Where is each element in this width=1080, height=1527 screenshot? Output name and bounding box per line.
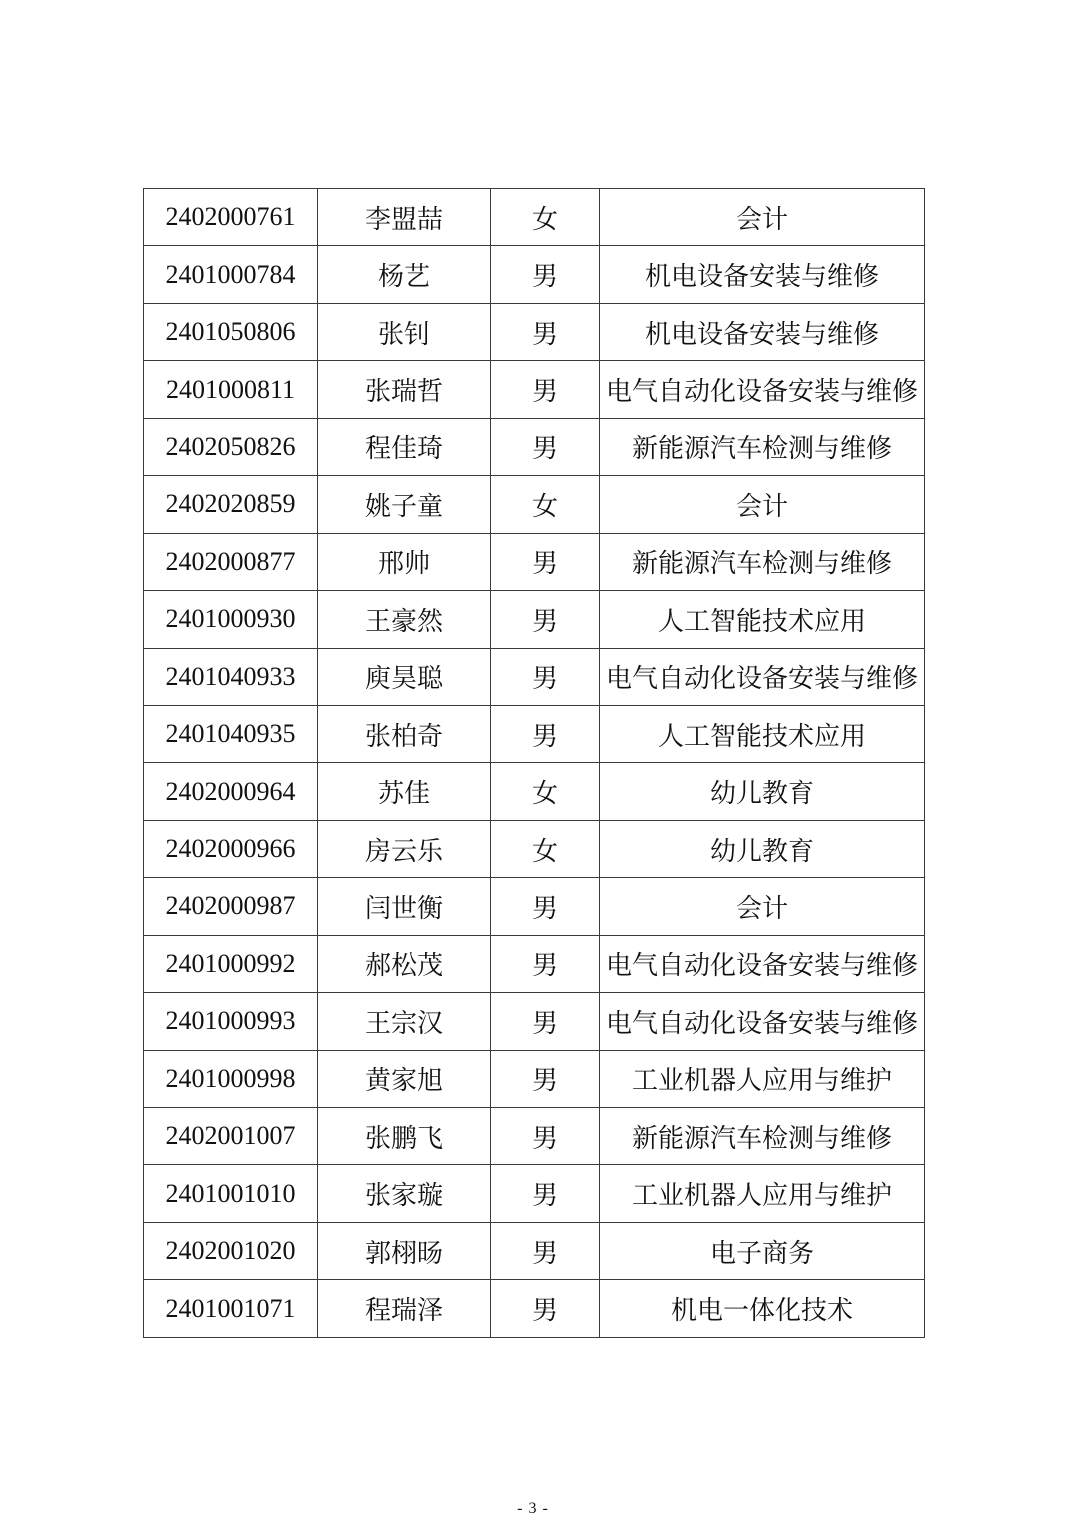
cell-name: 张家璇 [318,1165,491,1222]
cell-name: 黄家旭 [318,1050,491,1107]
cell-gender: 男 [491,303,600,360]
cell-name: 张瑞哲 [318,361,491,418]
cell-gender: 男 [491,1280,600,1337]
cell-major: 会计 [600,878,925,935]
cell-name: 张柏奇 [318,705,491,762]
cell-gender: 男 [491,993,600,1050]
cell-name: 张鹏飞 [318,1108,491,1165]
cell-id: 2402000877 [144,533,318,590]
cell-major: 人工智能技术应用 [600,591,925,648]
cell-gender: 男 [491,246,600,303]
cell-id: 2402001020 [144,1222,318,1279]
table-row [144,935,925,992]
cell-id: 2401001010 [144,1165,318,1222]
cell-gender: 男 [491,361,600,418]
cell-major: 工业机器人应用与维护 [600,1050,925,1107]
cell-major: 机电一体化技术 [600,1280,925,1337]
table-row [144,1050,925,1107]
table-row [144,1280,925,1337]
table-row [144,361,925,418]
table-row [144,189,925,246]
cell-name: 房云乐 [318,820,491,877]
roster-body [144,189,925,1338]
cell-name: 杨艺 [318,246,491,303]
cell-major: 新能源汽车检测与维修 [600,1108,925,1165]
cell-gender: 男 [491,1222,600,1279]
cell-id: 2402001007 [144,1108,318,1165]
cell-id: 2401000993 [144,993,318,1050]
page-number: - 3 - [517,1500,549,1517]
cell-gender: 男 [491,1050,600,1107]
cell-gender: 男 [491,533,600,590]
table-row [144,303,925,360]
cell-id: 2401040933 [144,648,318,705]
cell-id: 2401000930 [144,591,318,648]
cell-id: 2401000811 [144,361,318,418]
cell-name: 程瑞泽 [318,1280,491,1337]
cell-gender: 男 [491,418,600,475]
cell-id: 2402050826 [144,418,318,475]
table-row [144,878,925,935]
cell-major: 新能源汽车检测与维修 [600,418,925,475]
cell-id: 2402000987 [144,878,318,935]
cell-name: 郝松茂 [318,935,491,992]
table-row [144,1222,925,1279]
cell-name: 邢帅 [318,533,491,590]
cell-id: 2402000964 [144,763,318,820]
cell-id: 2401050806 [144,303,318,360]
cell-gender: 男 [491,591,600,648]
table-row [144,246,925,303]
table-row [144,591,925,648]
cell-major: 机电设备安装与维修 [600,246,925,303]
cell-major: 幼儿教育 [600,763,925,820]
table-row [144,993,925,1050]
cell-name: 郭栩旸 [318,1222,491,1279]
cell-major: 电子商务 [600,1222,925,1279]
cell-name: 王宗汉 [318,993,491,1050]
cell-major: 工业机器人应用与维护 [600,1165,925,1222]
cell-gender: 男 [491,648,600,705]
cell-major: 电气自动化设备安装与维修 [600,993,925,1050]
table-row [144,820,925,877]
cell-name: 李盟喆 [318,189,491,246]
cell-name: 庾昊聪 [318,648,491,705]
table-row [144,418,925,475]
table-row [144,648,925,705]
cell-gender: 男 [491,878,600,935]
cell-major: 新能源汽车检测与维修 [600,533,925,590]
cell-name: 王豪然 [318,591,491,648]
table-row [144,1108,925,1165]
cell-id: 2402000761 [144,189,318,246]
cell-id: 2401040935 [144,705,318,762]
table-row [144,533,925,590]
table-row [144,763,925,820]
cell-gender: 男 [491,705,600,762]
cell-name: 张钊 [318,303,491,360]
cell-id: 2401000992 [144,935,318,992]
cell-major: 电气自动化设备安装与维修 [600,648,925,705]
cell-gender: 男 [491,1165,600,1222]
cell-major: 机电设备安装与维修 [600,303,925,360]
cell-major: 电气自动化设备安装与维修 [600,935,925,992]
cell-name: 闫世衡 [318,878,491,935]
cell-major: 人工智能技术应用 [600,705,925,762]
cell-gender: 女 [491,476,600,533]
student-roster-table [143,188,925,1338]
cell-gender: 女 [491,820,600,877]
cell-gender: 女 [491,189,600,246]
cell-gender: 男 [491,1108,600,1165]
cell-major: 幼儿教育 [600,820,925,877]
table-row [144,705,925,762]
cell-name: 苏佳 [318,763,491,820]
cell-id: 2402000966 [144,820,318,877]
cell-gender: 女 [491,763,600,820]
cell-major: 会计 [600,189,925,246]
cell-major: 会计 [600,476,925,533]
cell-name: 姚子童 [318,476,491,533]
cell-name: 程佳琦 [318,418,491,475]
cell-id: 2402020859 [144,476,318,533]
table-row [144,476,925,533]
cell-id: 2401000998 [144,1050,318,1107]
cell-id: 2401000784 [144,246,318,303]
table-row [144,1165,925,1222]
cell-id: 2401001071 [144,1280,318,1337]
cell-gender: 男 [491,935,600,992]
cell-major: 电气自动化设备安装与维修 [600,361,925,418]
